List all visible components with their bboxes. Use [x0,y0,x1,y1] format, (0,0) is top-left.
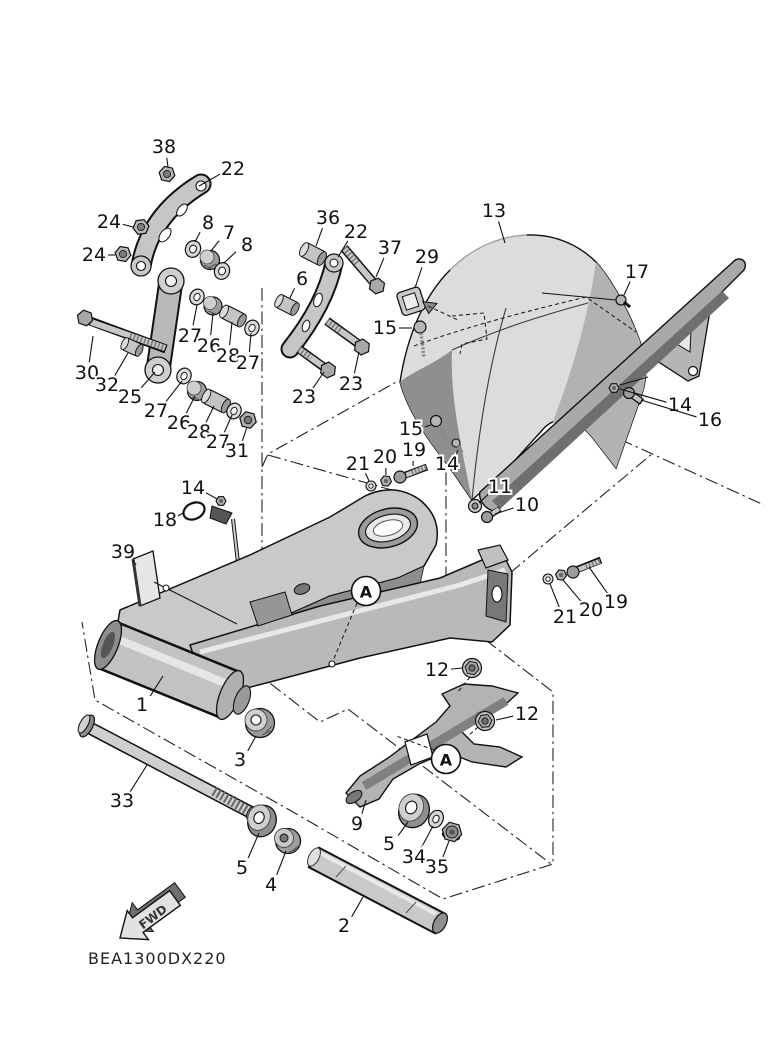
reference-marker-a [432,745,461,774]
part-label-24: 24 [96,211,122,233]
leader-line-7 [211,241,219,251]
fwd-label: FWD [136,901,170,933]
nut-20-right [555,569,567,580]
leader-line-17 [624,282,630,295]
washer-21-right [543,574,553,584]
pivot-shaft-33 [76,713,258,821]
part-label-25: 25 [117,386,143,408]
part-label-27: 27 [205,431,231,453]
leader-line-3 [248,736,256,751]
leader-line-8 [195,232,200,242]
leader-line-27 [224,415,232,432]
leader-line-5 [248,833,259,858]
leader-line-33 [130,765,147,792]
bolt-23-upper [327,321,373,357]
part-label-32: 32 [94,374,120,396]
part-label-26: 26 [196,335,222,357]
leader-line-14 [206,493,217,499]
part-label-38: 38 [151,136,177,158]
part-label-6: 6 [295,268,309,290]
leader-line-29 [415,267,422,288]
part-label-2: 2 [337,915,351,937]
leader-line-6 [290,288,295,298]
nut-14-chain-guard [609,384,619,393]
leader-line-28 [230,322,232,345]
part-label-8: 8 [201,212,215,234]
part-label-31: 31 [224,440,250,462]
bearing-4 [275,829,301,854]
leader-line-36 [316,228,322,246]
nut-14-guide [216,497,226,506]
nut-38 [158,166,177,183]
nut-35 [440,821,464,843]
bracket-9 [344,684,522,807]
washer-11 [469,500,482,513]
leader-line-28 [206,406,214,422]
nut-24-lower [114,246,132,262]
flange-nut-12-upper [461,657,483,679]
part-label-27: 27 [235,352,261,374]
part-label-27: 27 [177,325,203,347]
part-label-36: 36 [315,207,341,229]
part-label-15: 15 [398,418,424,440]
part-label-20: 20 [578,599,604,621]
part-label-20: 20 [372,446,398,468]
leader-line-8 [224,252,236,263]
leader-line-19 [589,567,607,593]
bolt-19-right [567,560,601,578]
part-label-23: 23 [291,386,317,408]
part-label-15: 15 [372,317,398,339]
chain-guard-mount-hole [689,367,698,376]
svg-text:A: A [359,582,373,602]
part-label-7: 7 [222,222,236,244]
leader-line-24 [123,224,133,227]
part-label-19: 19 [401,439,427,461]
part-label-33: 33 [109,790,135,812]
part-label-10: 10 [514,494,540,516]
washer-5-right [392,789,434,833]
leader-line-2 [352,897,363,917]
leader-line-32 [115,353,128,376]
part-label-11: 11 [487,476,513,498]
part-label-28: 28 [186,421,212,443]
collar-28-upper [218,304,248,329]
part-label-13: 13 [481,200,507,222]
part-label-14: 14 [434,453,460,475]
bolt-23-lower [299,349,339,380]
part-label-30: 30 [74,362,100,384]
part-label-5: 5 [382,833,396,855]
part-label-12: 12 [424,659,450,681]
part-label-37: 37 [377,237,403,259]
leader-line-34 [421,826,433,848]
part-label-21: 21 [552,606,578,628]
part-label-18: 18 [152,509,178,531]
leader-line-21 [550,584,559,607]
leader-line-37 [376,258,384,277]
diagram-code: BEA1300DX220 [88,949,227,968]
part-label-3: 3 [233,749,247,771]
leader-line-12 [496,716,513,720]
part-label-5: 5 [235,857,249,879]
bolt-19-left [394,467,427,483]
part-label-26: 26 [166,412,192,434]
reference-marker-a [352,577,381,606]
bearing-26-upper [204,297,223,316]
part-label-34: 34 [401,846,427,868]
part-label-12: 12 [514,703,540,725]
washer-21-left [366,481,376,491]
part-label-17: 17 [624,261,650,283]
fwd-arrow [120,883,185,940]
bolt-10 [482,509,501,523]
leader-line-30 [89,336,93,362]
part-label-39: 39 [110,541,136,563]
part-label-4: 4 [264,874,278,896]
collar-6 [273,293,301,317]
collar-36 [298,241,329,267]
part-label-22: 22 [220,158,246,180]
part-label-22: 22 [343,221,369,243]
nut-20-left [380,475,392,486]
part-label-23: 23 [338,373,364,395]
part-label-14: 14 [180,477,206,499]
part-label-19: 19 [603,591,629,613]
leader-line-35 [443,841,449,857]
part-label-35: 35 [424,856,450,878]
leader-line-31 [242,427,247,441]
leader-line-4 [277,851,286,875]
bushing-3 [245,709,275,738]
leader-line-38 [167,158,168,167]
part-label-16: 16 [697,409,723,431]
part-label-8: 8 [240,234,254,256]
leader-line-23 [354,352,359,373]
part-label-28: 28 [215,345,241,367]
leader-line-27 [193,305,197,325]
part-label-9: 9 [350,813,364,835]
leader-line-18 [178,513,183,516]
part-label-14: 14 [667,394,693,416]
part-label-21: 21 [345,453,371,475]
leader-line-26 [211,313,213,335]
part-label-29: 29 [414,246,440,268]
svg-text:A: A [439,750,453,770]
part-label-24: 24 [81,244,107,266]
part-label-27: 27 [143,400,169,422]
part-label-1: 1 [135,694,149,716]
leader-line-12 [451,668,462,669]
